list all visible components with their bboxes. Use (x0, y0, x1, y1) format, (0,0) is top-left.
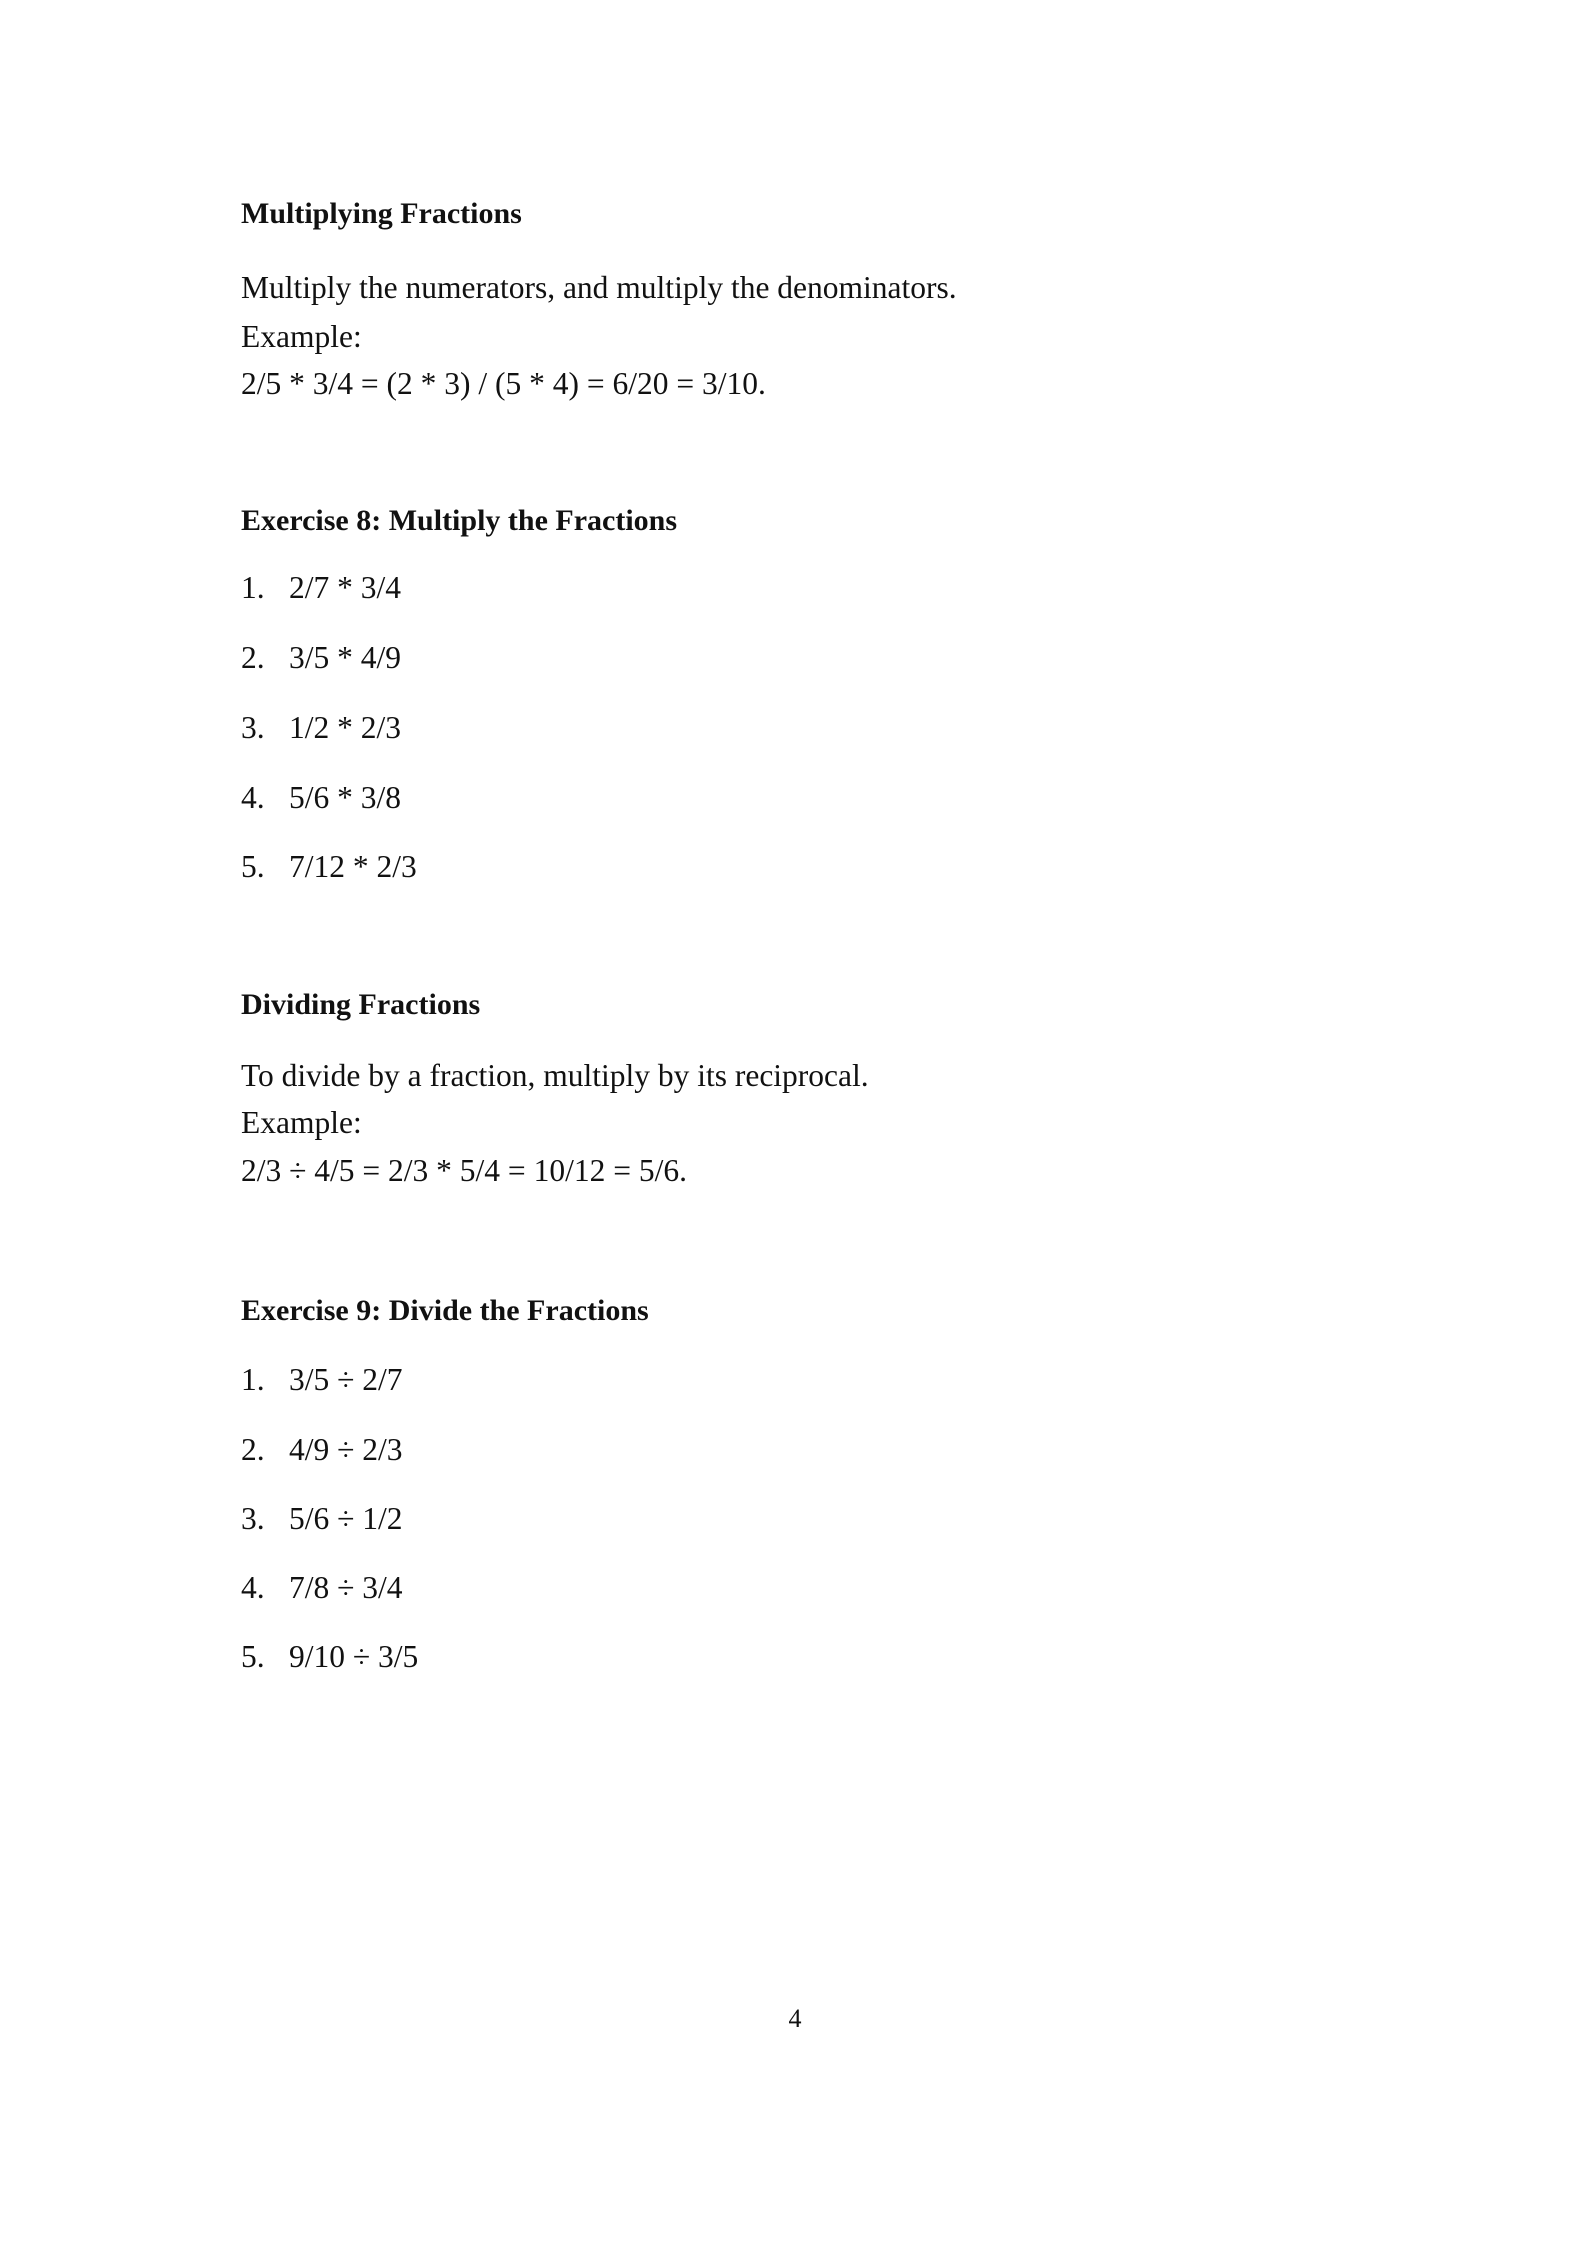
multiplying-rule-text: Multiply the numerators, and multiply the denominators. (241, 270, 957, 305)
list-item-number: 3. (241, 710, 265, 745)
list-item-number: 4. (241, 780, 265, 815)
exercise-9-item (241, 1503, 403, 1535)
list-item-text: 9/10 ÷ 3/5 (289, 1639, 419, 1674)
multiplying-example-equation: 2/5 * 3/4 = (2 * 3) / (5 * 4) = 6/20 = 3/10. (241, 366, 766, 401)
exercise-8-item (241, 572, 401, 604)
list-item-text: 7/12 * 2/3 (289, 849, 417, 884)
exercise-9-item (241, 1572, 403, 1604)
list-item-text: 2/7 * 3/4 (289, 570, 402, 605)
exercise-8-item (241, 712, 401, 744)
list-item-number: 2. (241, 640, 265, 675)
list-item-number: 4. (241, 1570, 265, 1605)
multiplying-example-label: Example: (241, 319, 362, 354)
dividing-example-equation: 2/3 ÷ 4/5 = 2/3 * 5/4 = 10/12 = 5/6. (241, 1153, 687, 1188)
list-item-text: 1/2 * 2/3 (289, 710, 402, 745)
list-item-number: 1. (241, 570, 265, 605)
exercise-8-item (241, 851, 417, 883)
dividing-rule-text: To divide by a fraction, multiply by its reciprocal. (241, 1058, 869, 1093)
list-item-number: 5. (241, 849, 265, 884)
page-number: 4 (788, 2004, 802, 2033)
exercise-8-item (241, 782, 401, 814)
list-item-text: 5/6 ÷ 1/2 (289, 1501, 403, 1536)
dividing-example-label: Example: (241, 1105, 362, 1140)
section-heading-dividing-fractions: Dividing Fractions (241, 988, 481, 1021)
exercise-9-item (241, 1364, 403, 1396)
list-item-number: 1. (241, 1362, 265, 1397)
exercise-9-heading: Exercise 9: Divide the Fractions (241, 1294, 649, 1327)
list-item-number: 2. (241, 1432, 265, 1467)
exercise-9-item (241, 1641, 418, 1673)
list-item-text: 4/9 ÷ 2/3 (289, 1432, 403, 1467)
list-item-text: 3/5 * 4/9 (289, 640, 402, 675)
section-heading-multiplying-fractions: Multiplying Fractions (241, 197, 522, 230)
list-item-text: 7/8 ÷ 3/4 (289, 1570, 403, 1605)
list-item-number: 5. (241, 1639, 265, 1674)
list-item-text: 5/6 * 3/8 (289, 780, 402, 815)
list-item-text: 3/5 ÷ 2/7 (289, 1362, 403, 1397)
exercise-9-item (241, 1434, 403, 1466)
exercise-8-heading: Exercise 8: Multiply the Fractions (241, 504, 678, 537)
list-item-number: 3. (241, 1501, 265, 1536)
exercise-8-item (241, 642, 401, 674)
